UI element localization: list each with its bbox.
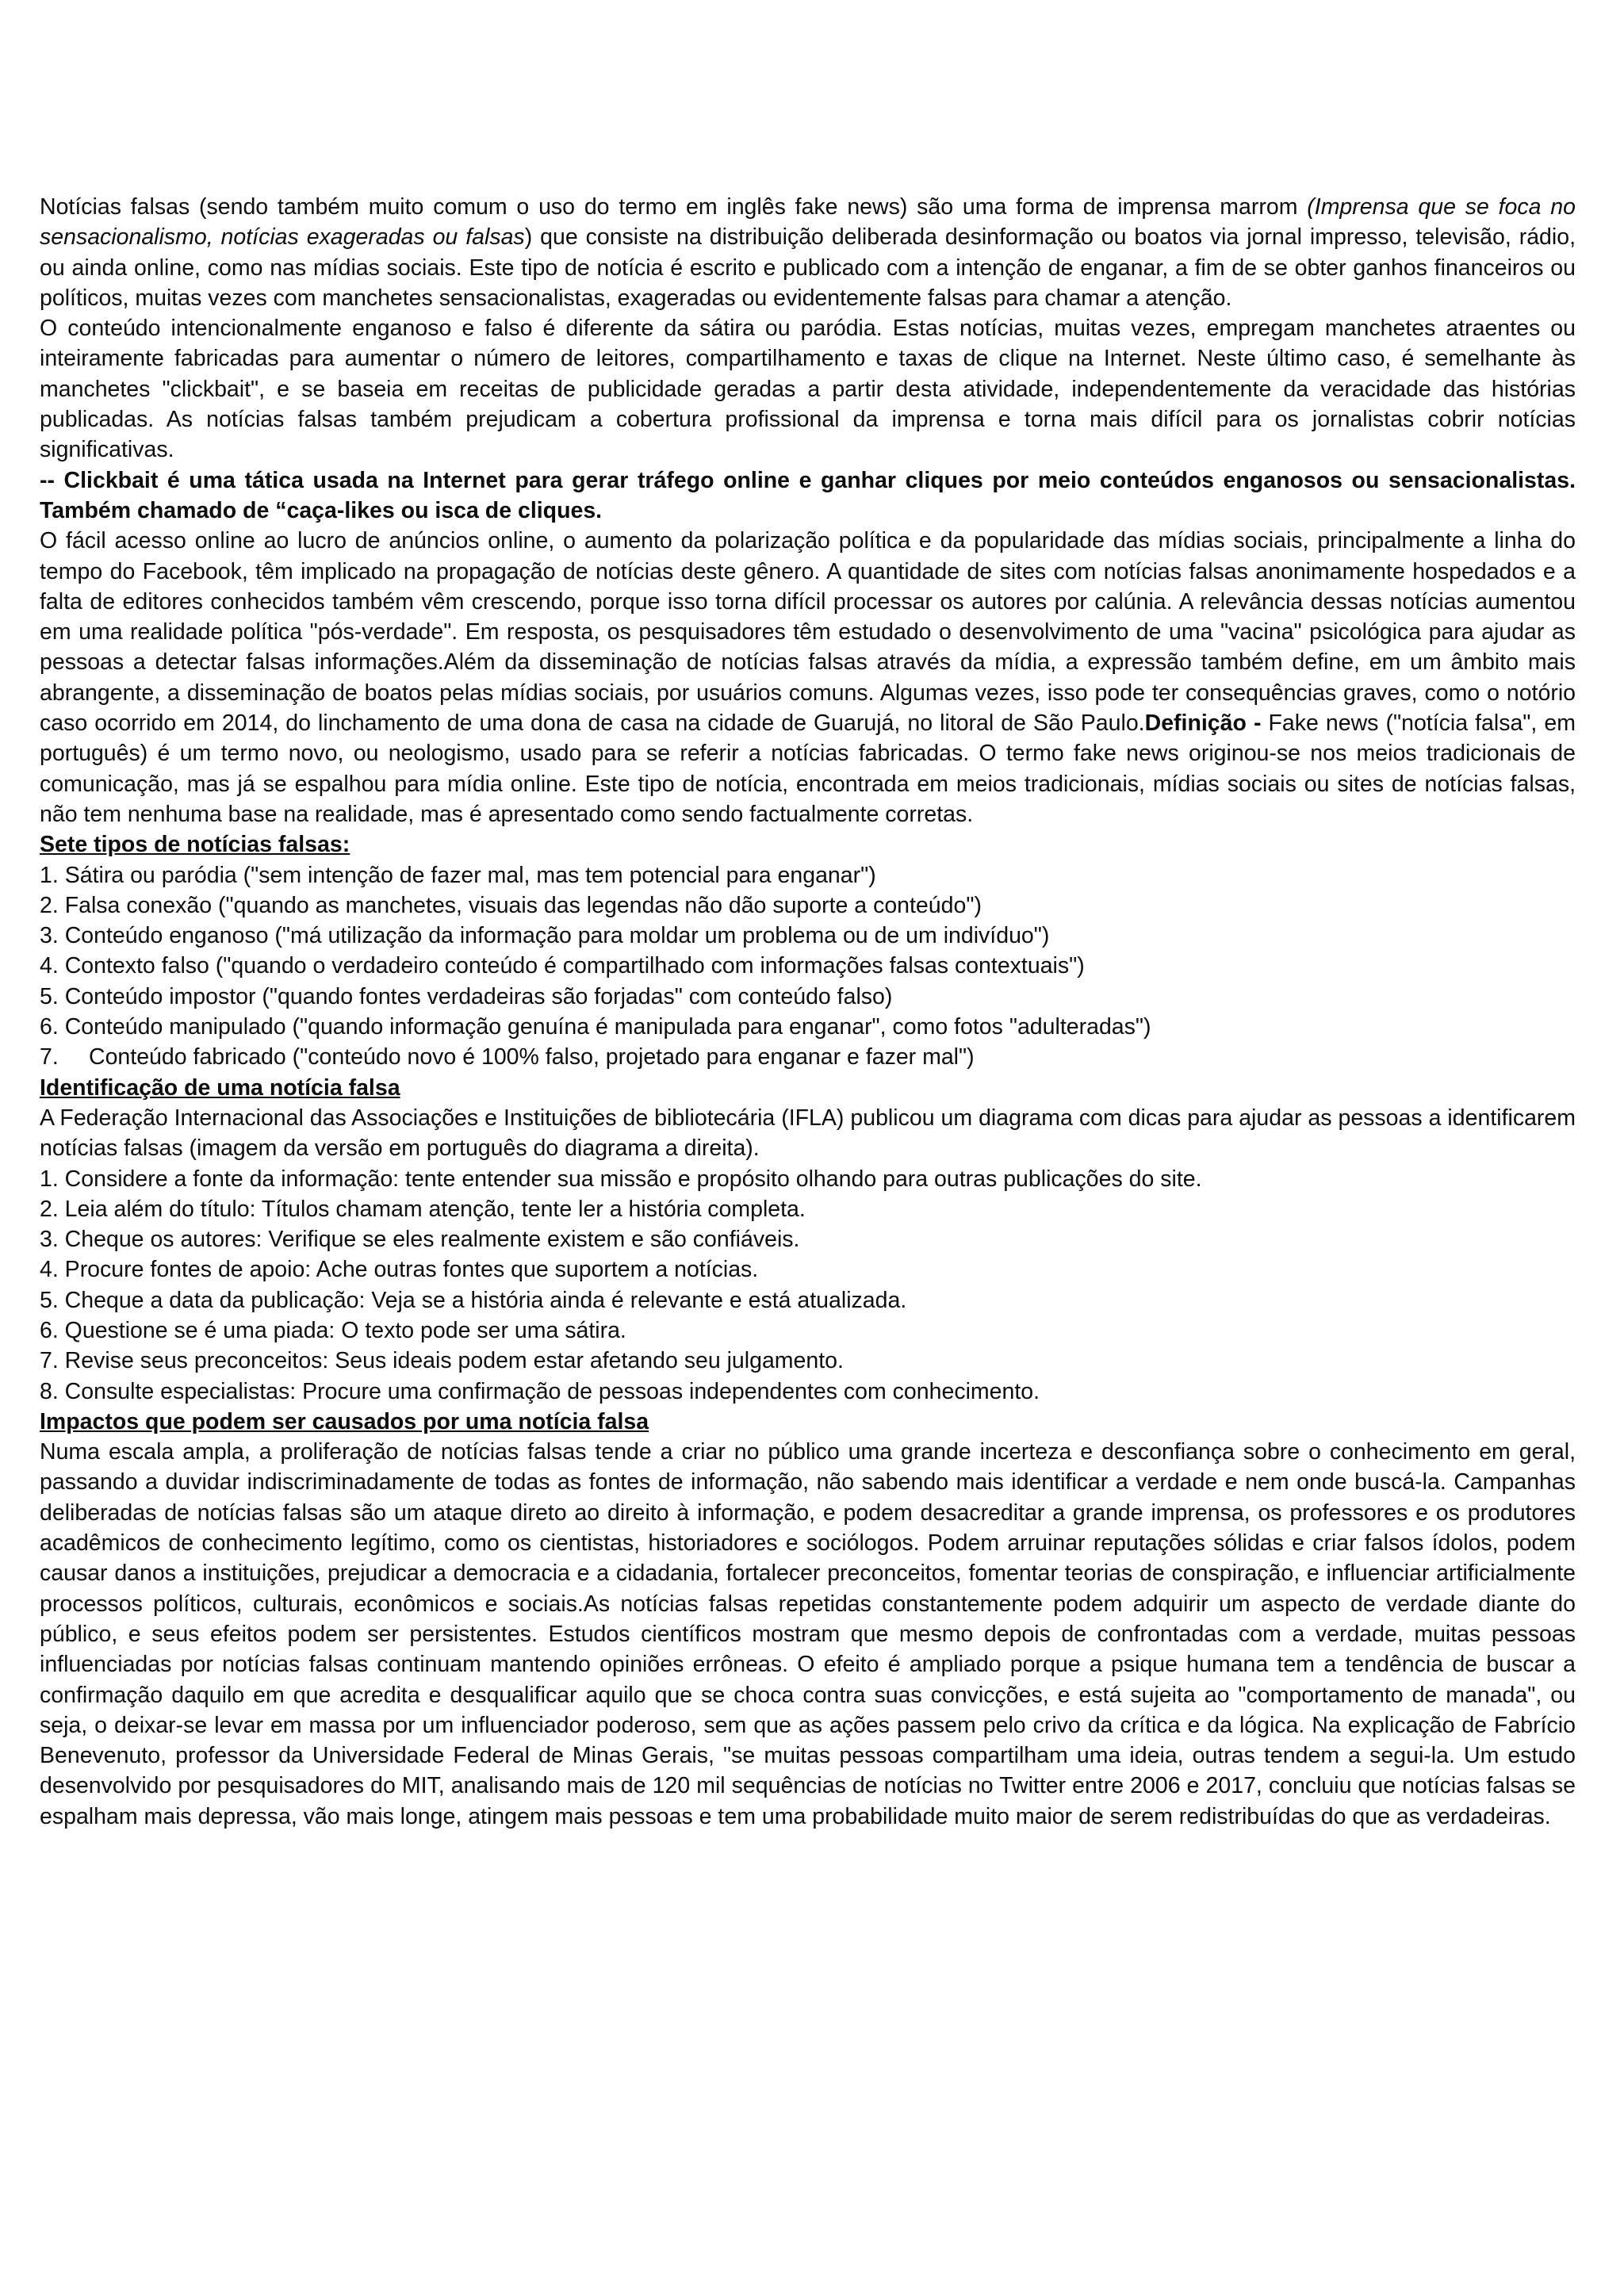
item-number: 1. [40,862,59,888]
intro-text-1: Notícias falsas (sendo também muito comum o uso do termo em inglês fake news) são uma forma de imprensa marrom [40,194,1308,220]
item-number: 2. [40,892,59,918]
item-number: 7. [40,1044,59,1070]
list-item [40,1042,1576,1072]
item-number: 5. [40,983,59,1009]
list-item: 7. Revise seus preconceitos: Seus ideais podem estar afetando seu julgamento. [40,1348,844,1374]
list-item: 8. Consulte especialistas: Procure uma confirmação de pessoas independentes com conhecimento. [40,1378,1040,1404]
list-item [40,860,1576,890]
intro-italic-definition: (Imprensa que se foca no sensacionalismo, notícias exageradas ou falsas [40,194,1576,251]
item-text: Conteúdo enganoso ("má utilização da informação para moldar um problema ou de um indivíduo") [64,923,1050,949]
spread-paragraph [40,526,1576,829]
list-item: 6. Questione se é uma piada: O texto pode ser uma sátira. [40,1317,626,1343]
list-item [40,890,1576,921]
list-item [40,921,1576,951]
item-text: Falsa conexão ("quando as manchetes, visuais das legendas não dão suporte a conteúdo") [64,892,982,918]
satire-paragraph: O conteúdo intencionalmente enganoso e falso é diferente da sátira ou paródia. Estas notícias, muitas vezes, empregam manchetes atraentes ou inteiramente fabricadas para aumentar o número de leitores, compartilhamento e taxas de clique na Internet. Neste último caso, é semelhante às manchetes "clickbait", e se baseia em receitas de publicidade geradas a partir desta atividade, independentemente da veracidade das histórias publicadas. As notícias falsas também prejudicam a cobertura profissional da imprensa e torna mais difícil para os jornalistas cobrir notícias significativas. [40,316,1576,463]
list-item: 1. Considere a fonte da informação: tente entender sua missão e propósito olhando para outras publicações do site. [40,1166,1202,1192]
identification-intro: A Federação Internacional das Associações e Instituições de bibliotecária (IFLA) publicou um diagrama com dicas para ajudar as pessoas a identificarem notícias falsas (imagem da versão em português do diagrama a direita). [40,1105,1576,1162]
list-item: 2. Leia além do título: Títulos chamam atenção, tente ler a história completa. [40,1196,806,1222]
item-text: Conteúdo fabricado ("conteúdo novo é 100% falso, projetado para enganar e fazer mal") [89,1044,975,1070]
definition-text: Fake news ("notícia falsa", em português) é um termo novo, ou neologismo, usado para se referir a notícias fabricadas. O termo fake news originou-se nos meios tradicionais de comunicação, mas já se espalhou para mídia online. Este tipo de notícia, encontrada em meios tradicionais, mídias sociais ou sites de notícias falsas, não tem nenhuma base na realidade, mas é apresentado como sendo factualmente corretas. [40,710,1576,827]
item-text: Sátira ou paródia ("sem intenção de fazer mal, mas tem potencial para enganar") [64,862,876,888]
clickbait-note: -- Clickbait é uma tática usada na Internet para gerar tráfego online e ganhar cliques por meio conteúdos enganosos ou sensacionalistas. Também chamado de “caça-likes ou isca de cliques. [40,467,1576,523]
intro-paragraph [40,192,1576,313]
identification-heading: Identificação de uma notícia falsa [40,1074,400,1101]
item-text: Conteúdo impostor ("quando fontes verdadeiras são forjadas" com conteúdo falso) [64,983,893,1009]
list-item: 5. Cheque a data da publicação: Veja se a história ainda é relevante e está atualizada. [40,1287,907,1313]
item-number: 3. [40,923,59,949]
definition-label: Definição - [1144,710,1269,737]
types-heading: Sete tipos de notícias falsas: [40,832,350,858]
item-text: Conteúdo manipulado ("quando informação genuína é manipulada para enganar", como fotos "adulteradas") [64,1014,1151,1040]
list-item [40,982,1576,1012]
item-number: 6. [40,1014,59,1040]
list-item: 3. Cheque os autores: Verifique se eles realmente existem e são confiáveis. [40,1227,800,1253]
list-item [40,1012,1576,1042]
types-list [40,860,1576,1073]
list-item [40,951,1576,981]
item-text: Contexto falso ("quando o verdadeiro conteúdo é compartilhado com informações falsas contextuais") [64,953,1085,979]
intro-text-2: ) que consiste na distribuição deliberada desinformação ou boatos via jornal impresso, televisão, rádio, ou ainda online, como nas mídias sociais. Este tipo de notícia é escrito e publicado com a intenção de enganar, a fim de se obter ganhos financeiros ou políticos, muitas vezes com manchetes sensacionalistas, exageradas ou evidentemente falsas para chamar a atenção. [40,224,1576,311]
identification-list [40,1164,1576,1407]
list-item: 4. Procure fontes de apoio: Ache outras fontes que suportem a notícias. [40,1257,759,1283]
impacts-heading: Impactos que podem ser causados por uma notícia falsa [40,1408,649,1434]
document-page [40,192,1576,1832]
spread-text: O fácil acesso online ao lucro de anúncios online, o aumento da polarização política e da popularidade das mídias sociais, principalmente a linha do tempo do Facebook, têm implicado na propagação de notícias deste gênero. A quantidade de sites com notícias falsas anonimamente hospedados e a falta de editores conhecidos também vêm crescendo, porque isso torna difícil processar os autores por calúnia. A relevância dessas notícias aumentou em uma realidade política "pós-verdade". Em resposta, os pesquisadores têm estudado o desenvolvimento de uma "vacina" psicológica para ajudar as pessoas a detectar falsas informações.Além da disseminação de notícias falsas através da mídia, a expressão também define, em um âmbito mais abrangente, a disseminação de boatos pelas mídias sociais, por usuários comuns. Algumas vezes, isso pode ter consequências graves, como o notório caso ocorrido em 2014, do linchamento de uma dona de casa na cidade de Guarujá, no litoral de São Paulo. [40,528,1576,737]
impacts-paragraph: Numa escala ampla, a proliferação de notícias falsas tende a criar no público uma grande incerteza e desconfiança sobre o conhecimento em geral, passando a duvidar indiscriminadamente de todas as fontes de informação, não sabendo mais identificar a verdade e nem onde buscá-la. Campanhas deliberadas de notícias falsas são um ataque direto ao direito à informação, e podem desacreditar a grande imprensa, os professores e os produtores acadêmicos de conhecimento legítimo, como os cientistas, historiadores e sociólogos. Podem arruinar reputações sólidas e criar falsos ídolos, podem causar danos a instituições, prejudicar a democracia e a cidadania, fortalecer preconceitos, fomentar teorias de conspiração, e influenciar artificialmente processos políticos, culturais, econômicos e sociais.As notícias falsas repetidas constantemente podem adquirir um aspecto de verdade diante do público, e seus efeitos podem ser persistentes. Estudos científicos mostram que mesmo depois de confrontadas com a verdade, muitas pessoas influenciadas por notícias falsas continuam mantendo opiniões errôneas. O efeito é ampliado porque a psique humana tem a tendência de buscar a confirmação daquilo em que acredita e desqualificar aquilo que se choca contra suas convicções, e está sujeita ao "comportamento de manada", ou seja, o deixar-se levar em massa por um influenciador poderoso, sem que as ações passem pelo crivo da crítica e da lógica. Na explicação de Fabrício Benevenuto, professor da Universidade Federal de Minas Gerais, "se muitas pessoas compartilham uma ideia, outras tendem a segui-la. Um estudo desenvolvido por pesquisadores do MIT, analisando mais de 120 mil sequências de notícias no Twitter entre 2006 e 2017, concluiu que notícias falsas se espalham mais depressa, vão mais longe, atingem mais pessoas e tem uma probabilidade muito maior de serem redistribuídas do que as verdadeiras. [40,1439,1576,1829]
item-number: 4. [40,953,59,979]
